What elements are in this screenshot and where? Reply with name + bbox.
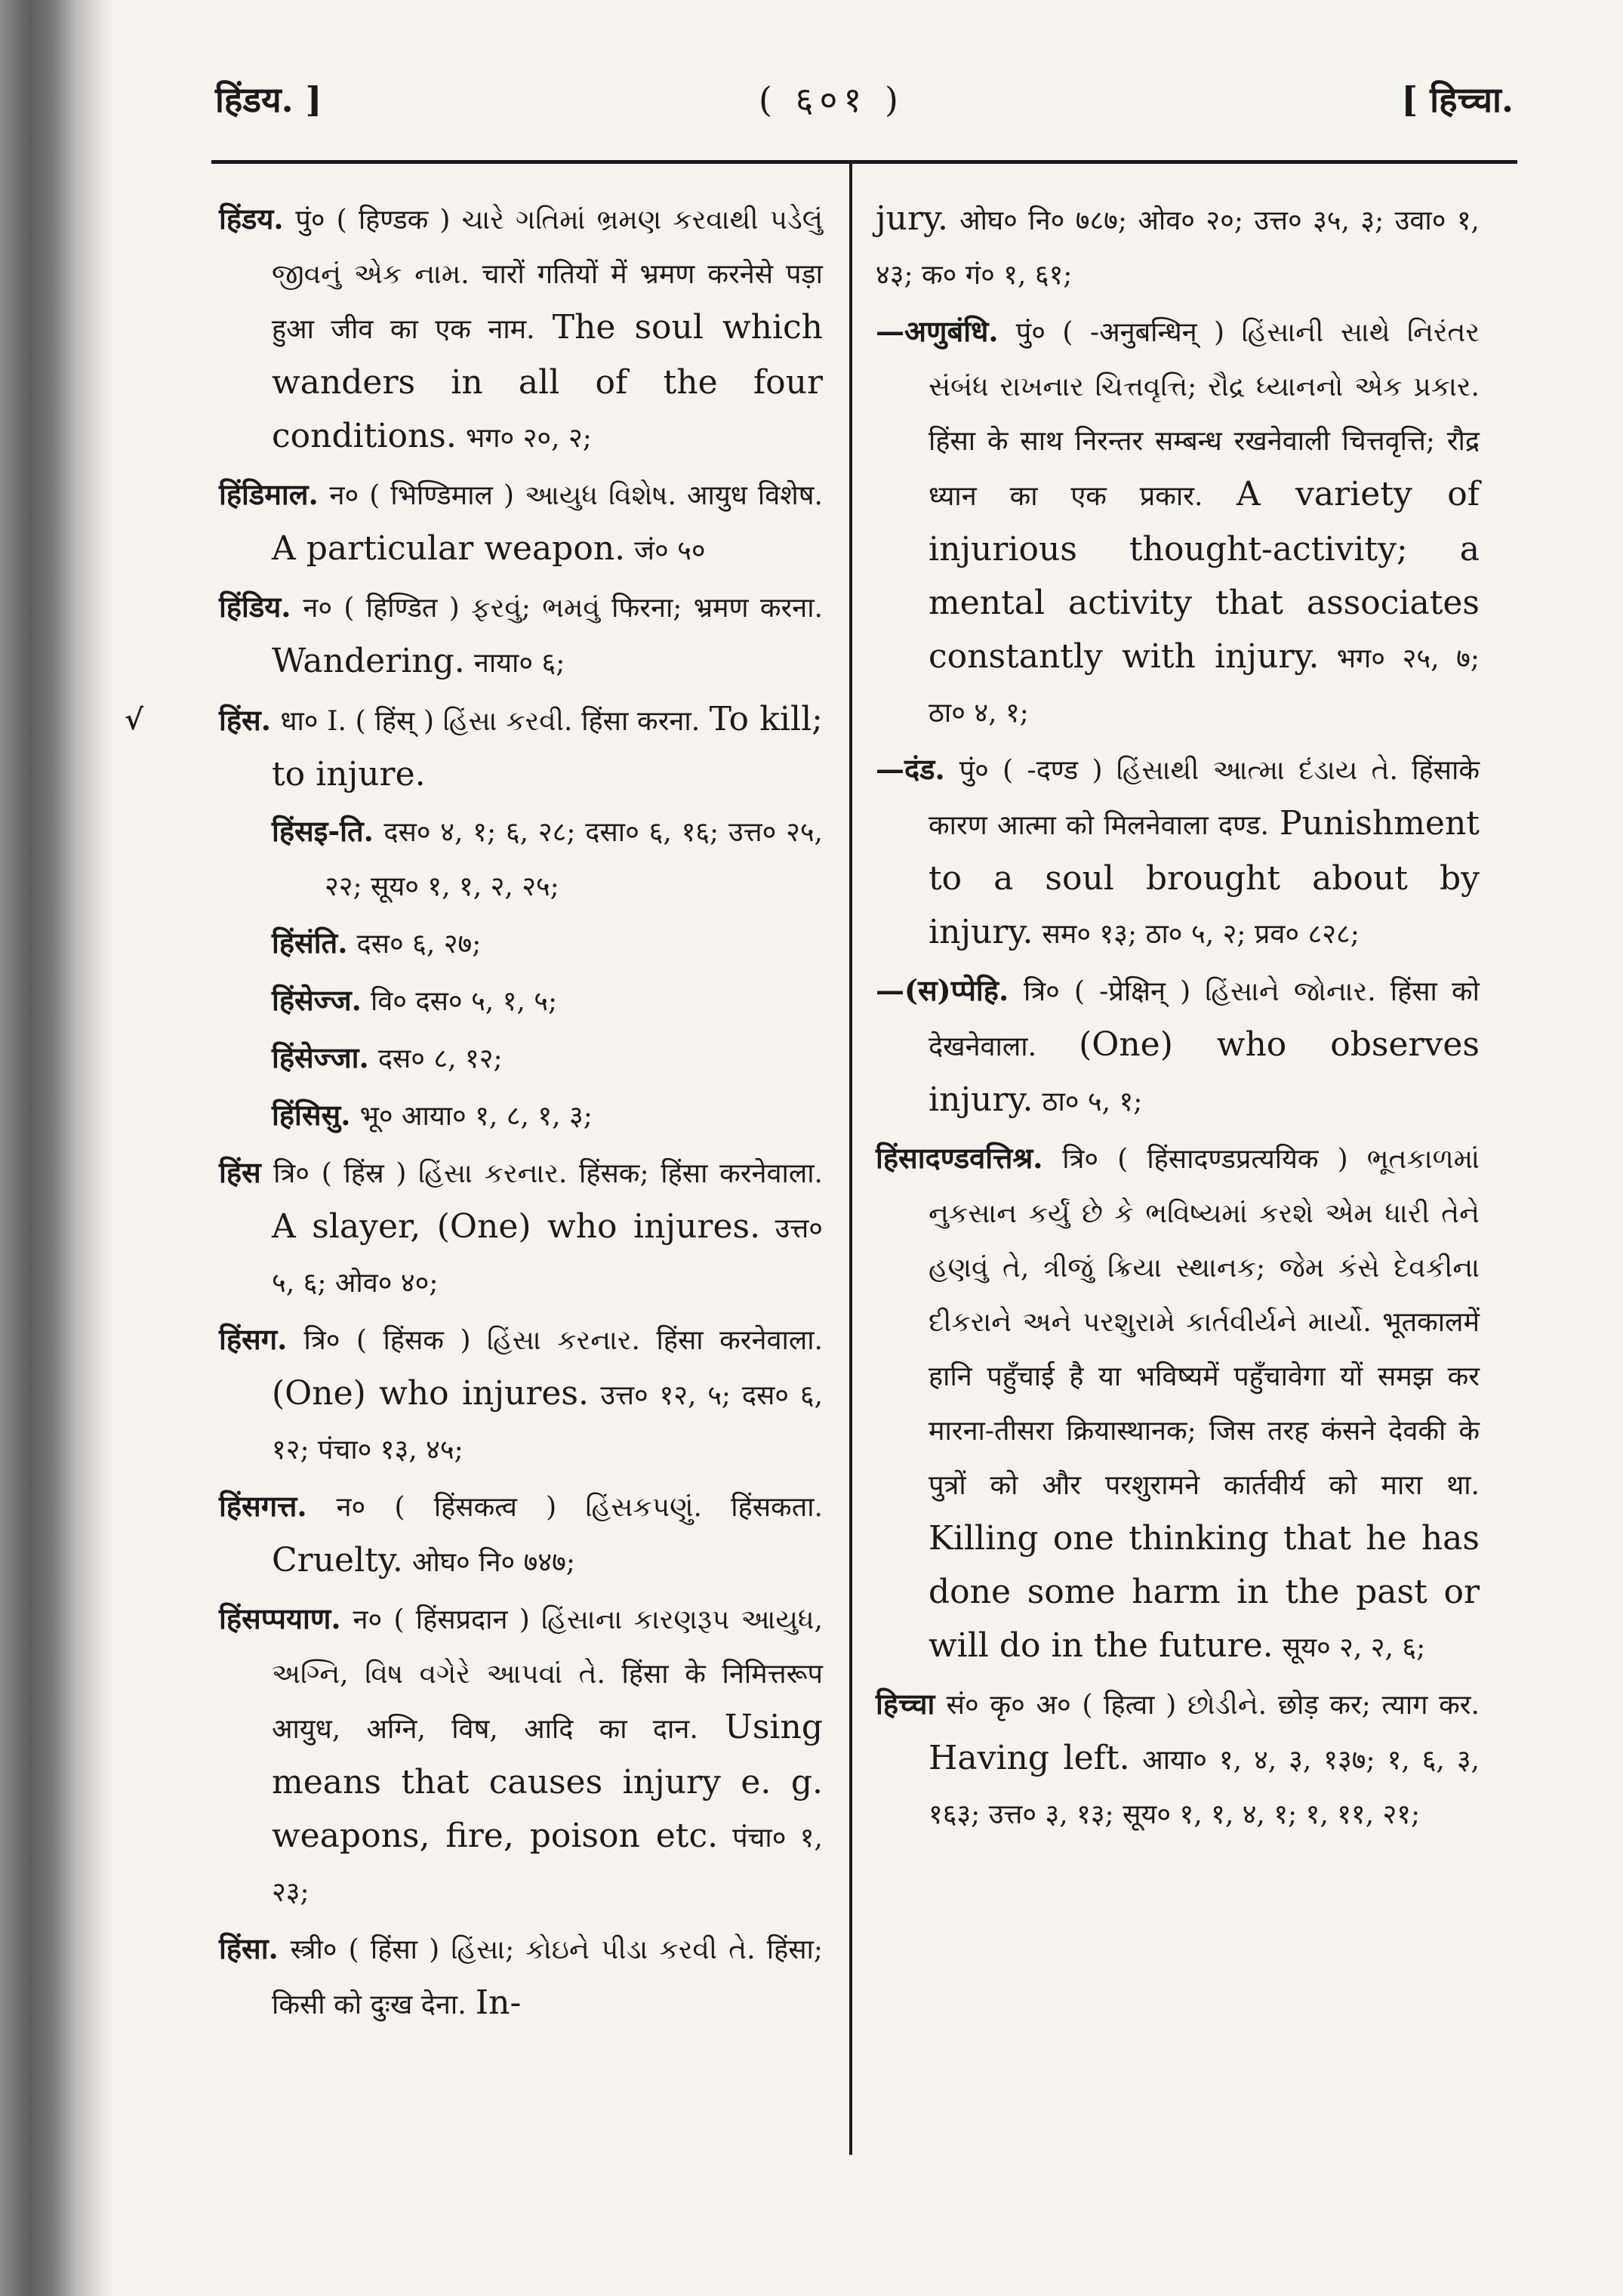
entry-english: A variety of injurious thought-activity; a mental activity that associates constantly with injury. (929, 475, 1480, 676)
entry-reference: नाया० ६; (473, 648, 565, 679)
dictionary-entry (876, 964, 1480, 1129)
dictionary-entry (219, 1313, 823, 1477)
entry-headword: हिच्चा (876, 1687, 935, 1721)
dictionary-entry (876, 743, 1480, 961)
entry-gloss: त्रि० ( हिंस्र ) હિંસા કરનાર. हिंसक; हिंसा करनेवाला. (273, 1158, 823, 1189)
entry-gloss: त्रि० ( -प्रेक्षिन् ) હિંસાને જોનાર. हिंसा को देखनेवाला. (929, 976, 1480, 1062)
entry-english: To kill; to injure. (272, 700, 823, 794)
entry-gloss: न० ( भिण्डिमाल ) આયુધ વિશેષ. आयुध विशेष. (329, 480, 823, 511)
entry-gloss: दस० ४, १; ६, २८; दसा० ६, १६; उत्त० २५, २२; सूय० १, १, २, २५; (325, 817, 823, 902)
entry-gloss: न० ( हिण्डित ) ફરવું; ભમવું फिरना; भ्रमण करना. (303, 593, 823, 624)
entry-english: Using means that causes injury e. g. weapons, fire, poison etc. (272, 1708, 823, 1855)
right-column (876, 193, 1480, 1845)
header-left-guideword: हिंडय. ] (215, 79, 322, 120)
entry-reference: ओघ० नि० ७४७; (411, 1547, 575, 1578)
entry-headword: हिंसंति. (272, 926, 348, 960)
column-divider (849, 162, 852, 2155)
dictionary-entry (219, 581, 823, 690)
entry-gloss: दस० ६, २७; (356, 929, 482, 960)
entry-reference: उत्त० ५, ६; ओव० ४०; (272, 1213, 823, 1299)
entry-reference: भग० २०, २; (465, 423, 592, 454)
dictionary-entry (876, 305, 1480, 740)
dictionary-entry (219, 1592, 823, 1919)
entry-gloss: त्रि० ( हिंसक ) હિંસા કરનાર. हिंसा करनेवाला. (303, 1325, 823, 1356)
entry-english: Killing one thinking that he has done some harm in the past or will do in the future. (929, 1519, 1480, 1665)
dictionary-entry: √ हिंस. धा० I. ( हिंस् ) હિંસા કરવી. हिंसा करना. To kill; to injure. (125, 700, 823, 794)
entry-reference: सूय० २, २, ६; (1282, 1632, 1426, 1663)
entry-gloss: स्त्री० ( हिंसा ) હિંસા; કોઇને પીડા કરવી તે. हिंसा; किसी को दुःख देना. (272, 1934, 823, 2020)
entry-headword: हिंडय. (219, 202, 284, 236)
dictionary-entry (219, 193, 823, 465)
dictionary-entry (219, 917, 823, 971)
entry-english: (One) who observes injury. (929, 1025, 1480, 1119)
entry-headword: हिंसगत्त. (219, 1489, 307, 1523)
entry-headword: हिंसप्पयाण. (219, 1601, 341, 1635)
header-right-guideword: [ हिच्चा. (1401, 79, 1514, 120)
dictionary-entry (219, 1146, 823, 1310)
entry-headword: —अणुबंधि. (876, 314, 999, 348)
book-gutter-shadow (0, 0, 113, 2296)
entry-english: A slayer, (One) who injures. (272, 1207, 761, 1246)
header-rule (211, 160, 1517, 164)
entry-reference: ठा० ५, १; (1042, 1086, 1143, 1117)
dictionary-entry (219, 1031, 823, 1086)
entry-english: Having left. (929, 1739, 1130, 1777)
entry-english: Wandering. (272, 642, 465, 680)
entry-gloss: भू० आया० १, ८, १, ३; (359, 1101, 593, 1132)
entry-reference: भग० २५, ७; ठा० ४, १; (929, 643, 1480, 729)
entry-headword: हिंडिय. (219, 590, 291, 624)
entry-headword: हिंसइ-ति. (272, 814, 374, 848)
entry-gloss: त्रि० ( हिंसादण्डप्रत्ययिक ) ભૂતકાળમાં નુકસાન કર્યું છે કે ભવિષ્યમાં કરશે એમ ધારી તેને હણવું તે, ત્રીજું ક્રિયા સ્થાનક; જેમ કંસે દેવકીના દીકરાને અને પરશુરામે કાર્તવીર્યને માર્યો. भूतकालमें हानि पहुँचाई है या भविष्यमें पहुँचावेगा यों समझ कर मारना-तीसरा क्रियास्थानक; जिस तरह कंसने देवकी के पुत्रों को और परशुरामने कार्तवीर्य को मारा था. (929, 1144, 1480, 1501)
entry-reference: आया० १, ४, ३, १३७; १, ६, ३, १६३; उत्त० ३, १३; सूय० १, १, ४, १; १, ११, २१; (929, 1745, 1480, 1830)
entry-gloss: पुं० ( -अनुबन्धिन् ) હિંસાની સાથે નિરંતર સંબંધ રાખનાર ચિત્તવૃત્તિ; રૌદ્ર ધ્યાનનો એક પ્રકાર. हिंसा के साथ निरन्तर सम्बन्ध रखनेवाली चित्तवृत्ति; रौद्र ध्यान का एक प्रकार. (929, 317, 1480, 512)
entry-gloss: न० ( हिंसप्रदान ) હિંસાના કારણરૂપ આયુધ, અગ્નિ, વિષ વગેરે આપવાં તે. हिंसा के निमित्तरूप आयुध, अग्नि, विष, आदि का दान. (272, 1604, 823, 1745)
entry-reference: उत्त० १२, ५; दस० ६, १२; पंचा० १३, ४५; (272, 1380, 823, 1465)
entry-english: The soul which wanders in all of the four conditions. (272, 308, 823, 455)
entry-gloss: न० ( हिंसकत्व ) હિંસકપણું. हिंसकता. (336, 1492, 823, 1523)
entry-english: Punishment to a soul brought about by injury. (929, 804, 1480, 951)
entry-headword: हिंसिसु. (272, 1098, 351, 1132)
running-head (215, 76, 1514, 136)
dictionary-entry (876, 193, 1480, 302)
entry-english: In- (475, 1983, 522, 2022)
entry-headword: हिंसा. (219, 1931, 279, 1965)
entry-headword: —दंड. (876, 752, 945, 786)
dictionary-entry (219, 1922, 823, 2032)
entry-gloss: पुं० ( -दण्ड ) હિંસાથી આત્મા દંડાય તે. हिंसाके कारण आत्मा को मिलनेवाला दण्ड. (929, 755, 1480, 841)
dictionary-entry (219, 1480, 823, 1589)
page-number: ( ६०१ ) (759, 79, 904, 120)
entry-gloss: पुं० ( हिण्डक ) ચારે ગતિમાં ભ્રમણ કરવાથી પડેલું જીવનું એક નામ. चारों गतियों में भ्रमण करनेसे पड़ा हुआ जीव का एक नाम. (272, 205, 823, 345)
left-column (125, 193, 823, 2035)
entry-headword: हिंस. (219, 703, 271, 737)
entry-headword: हिंसग. (219, 1322, 288, 1356)
entry-reference: सम० १३; ठा० ५, २; प्रव० ८२८; (1042, 919, 1360, 950)
entry-reference: ओघ० नि० ७८७; ओव० २०; उत्त० ३५, ३; उवा० १, ४३; क० गं० १, ६१; (876, 205, 1480, 291)
entry-gloss: वि० दस० ५, १, ५; (370, 986, 558, 1017)
entry-gloss: धा० I. ( हिंस् ) હિંસા કરવી. हिंसा करना. (280, 706, 701, 737)
entry-gloss: दस० ८, १२; (377, 1043, 503, 1074)
dictionary-entry (219, 1089, 823, 1143)
entry-reference: पंचा० १, २३; (272, 1823, 823, 1908)
dictionary-entry (876, 1678, 1480, 1841)
dictionary-entry (219, 974, 823, 1028)
entry-english: (One) who injures. (272, 1374, 589, 1413)
entry-headword: —(स)प्पेहि. (876, 973, 1009, 1007)
entry-headword: हिंस (219, 1155, 261, 1189)
entry-english: jury. (876, 199, 949, 238)
dictionary-entry (219, 468, 823, 578)
entry-gloss: सं० कृ० अ० ( हित्वा ) છોડીને. छोड़ कर; त्याग कर. (946, 1690, 1480, 1721)
dictionary-entry (219, 805, 823, 914)
entry-reference: जं० ५० (634, 535, 706, 566)
entry-headword: हिंडिमाल. (219, 477, 319, 511)
entry-english: A particular weapon. (272, 529, 626, 568)
entry-english: Cruelty. (272, 1541, 403, 1579)
entry-headword: हिंसादण्डवत्तिश्र. (876, 1141, 1043, 1175)
entry-headword: हिंसेज्जा. (272, 1040, 369, 1074)
dictionary-entry (876, 1132, 1480, 1675)
entry-headword: हिंसेज्ज. (272, 983, 362, 1017)
